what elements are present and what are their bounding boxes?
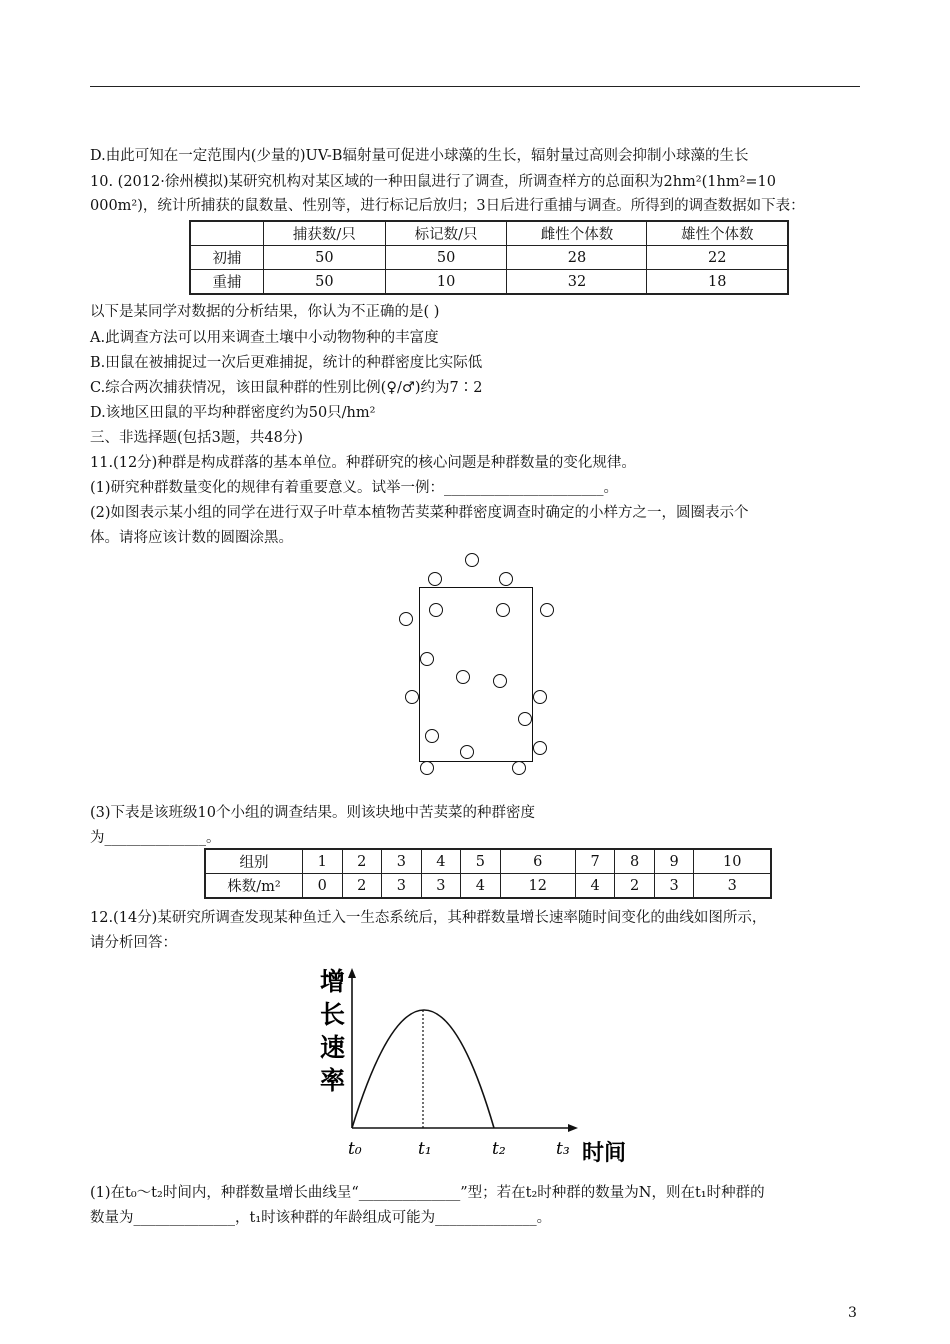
q11-part-1: (1)研究种群数量变化的规律有着重要意义。试举一例：______________________。 (90, 480, 619, 496)
plant-circle[interactable] (533, 690, 547, 704)
x-axis-label: 时间 (582, 1140, 627, 1166)
plant-circle[interactable] (425, 729, 439, 743)
table-cell: 50 (264, 270, 386, 295)
table-cell: 6 (500, 849, 575, 874)
table-header-cell: 组别 (205, 849, 303, 874)
table-cell: 2 (342, 849, 382, 874)
table-cell: 8 (615, 849, 655, 874)
table-cell: 7 (575, 849, 615, 874)
table-cell: 初捕 (190, 246, 264, 270)
table-row (205, 849, 771, 874)
table-cell: 3 (382, 849, 422, 874)
plant-circle[interactable] (405, 690, 419, 704)
table-cell: 3 (654, 874, 694, 899)
header-rule (90, 86, 860, 87)
table-cell: 2 (342, 874, 382, 899)
q10-option-c: C.综合两次捕获情况，该田鼠种群的性别比例(♀/♂)约为7∶2 (90, 380, 483, 396)
table-cell: 1 (303, 849, 343, 874)
y-axis-label-char: 增 (320, 967, 346, 996)
plant-circle[interactable] (465, 553, 479, 567)
q11-stem: 11.(12分)种群是构成群落的基本单位。种群研究的核心问题是种群数量的变化规律。 (90, 455, 636, 471)
table-cell: 28 (507, 246, 647, 270)
q9-option-d: D.由此可知在一定范围内(少量的)UV-B辐射量可促进小球藻的生长，辐射量过高则会抑制小球藻的生长 (90, 148, 749, 164)
plant-circle[interactable] (493, 674, 507, 688)
table-cell: 2 (615, 874, 655, 899)
tick-label-t3: t₃ (556, 1139, 570, 1159)
table-header-cell (190, 221, 264, 246)
q12-stem-1: 12.(14分)某研究所调查发现某种鱼迁入一生态系统后，其种群数量增长速率随时间变化的曲线如图所示， (90, 910, 767, 926)
plant-circle[interactable] (420, 652, 434, 666)
table-row (205, 874, 771, 899)
table-cell: 3 (694, 874, 771, 899)
table-header-cell: 标记数/只 (385, 221, 507, 246)
plant-circle[interactable] (399, 612, 413, 626)
table-header-cell: 雄性个体数 (647, 221, 788, 246)
x-axis-arrow (568, 1124, 578, 1132)
q10-stem-2: 000m²)，统计所捕获的鼠数量、性别等，进行标记后放归；3日后进行重捕与调查。所得到的调查数据如下表： (90, 198, 805, 214)
table-cell: 10 (694, 849, 771, 874)
plant-circle[interactable] (533, 741, 547, 755)
capture-table-header (190, 221, 788, 246)
table-cell: 0 (303, 874, 343, 899)
q10-option-b: B.田鼠在被捕捉过一次后更难捕捉，统计的种群密度比实际低 (90, 355, 483, 371)
table-cell: 9 (654, 849, 694, 874)
y-axis-label-char: 率 (320, 1066, 346, 1095)
q11-part-3-line-2: 为______________。 (90, 830, 221, 846)
table-cell: 22 (647, 246, 788, 270)
q10-option-a: A.此调查方法可以用来调查土壤中小动物物种的丰富度 (90, 330, 439, 346)
plant-circle[interactable] (496, 603, 510, 617)
table-cell: 18 (647, 270, 788, 295)
table-header-cell: 雌性个体数 (507, 221, 647, 246)
table-cell: 4 (575, 874, 615, 899)
table-header-cell: 株数/m² (205, 874, 303, 899)
group-survey-table (204, 848, 772, 899)
y-axis-label (320, 967, 345, 1095)
plant-circle[interactable] (460, 745, 474, 759)
table-cell: 50 (385, 246, 507, 270)
q12-stem-2: 请分析回答： (90, 935, 177, 951)
plant-circle[interactable] (499, 572, 513, 586)
q11-part-3-line-1: (3)下表是该班级10个小组的调查结果。则该块地中苦荬菜的种群密度 (90, 805, 535, 821)
capture-table (189, 220, 789, 295)
plant-circle[interactable] (429, 603, 443, 617)
page-number: 3 (848, 1305, 857, 1321)
tick-label-t2: t₂ (492, 1139, 506, 1159)
tick-label-t1: t₁ (418, 1139, 432, 1159)
table-cell: 10 (385, 270, 507, 295)
q12-part-1-line-2: 数量为______________，t₁时该种群的年龄组成可能为______________。 (90, 1210, 552, 1226)
growth-rate-graph (300, 960, 650, 1170)
table-cell: 5 (461, 849, 501, 874)
plant-circle[interactable] (518, 712, 532, 726)
table-header-cell: 捕获数/只 (264, 221, 386, 246)
q11-part-2-line-2: 体。请将应该计数的圆圈涂黑。 (90, 530, 293, 546)
q12-part-1-line-1: (1)在t₀～t₂时间内，种群数量增长曲线呈“______________”型；若在t₂时种群的数量为N，则在t₁时种群的 (90, 1185, 765, 1201)
plant-circle[interactable] (512, 761, 526, 775)
table-cell: 重捕 (190, 270, 264, 295)
section-3-heading: 三、非选择题(包括3题，共48分) (90, 430, 303, 446)
y-axis-label-char: 速 (320, 1033, 346, 1062)
table-cell: 4 (461, 874, 501, 899)
table-cell: 32 (507, 270, 647, 295)
table-cell: 3 (382, 874, 422, 899)
plant-circle[interactable] (428, 572, 442, 586)
y-axis-label-char: 长 (320, 1000, 346, 1029)
tick-label-t0: t₀ (348, 1139, 362, 1159)
plant-circle[interactable] (540, 603, 554, 617)
plant-circle[interactable] (456, 670, 470, 684)
y-axis-arrow (348, 968, 356, 978)
q10-option-d: D.该地区田鼠的平均种群密度约为50只/hm² (90, 405, 376, 421)
table-cell: 50 (264, 246, 386, 270)
q11-part-2-line-1: (2)如图表示某小组的同学在进行双子叶草本植物苦荬菜种群密度调查时确定的小样方之一，圆圈表示个 (90, 505, 749, 521)
table-cell: 4 (421, 849, 461, 874)
table-cell: 12 (500, 874, 575, 899)
q10-question: 以下是某同学对数据的分析结果，你认为不正确的是( ) (90, 304, 440, 320)
table-row (190, 270, 788, 295)
q10-stem-1: 10. (2012·徐州模拟)某研究机构对某区域的一种田鼠进行了调查，所调查样方的总面积为2hm²(1hm²=10 (90, 174, 776, 190)
plant-circle[interactable] (420, 761, 434, 775)
table-row (190, 246, 788, 270)
table-cell: 3 (421, 874, 461, 899)
